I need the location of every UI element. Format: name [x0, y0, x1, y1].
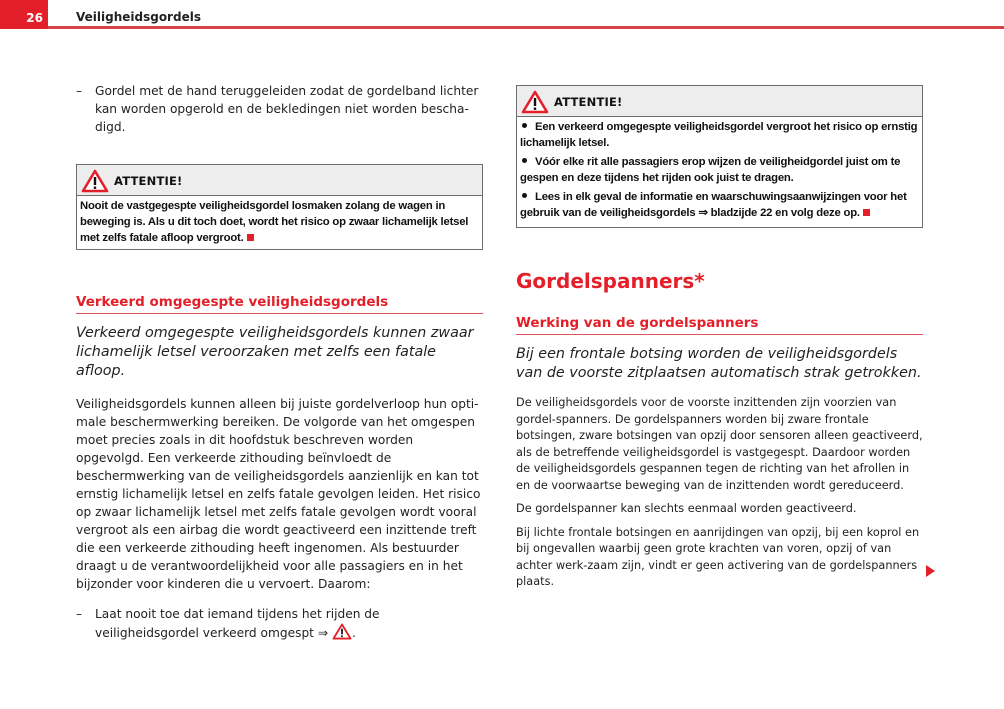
body-paragraph: De veiligheidsgordels voor de voorste inzittenden zijn voorzien van gordel-spanners. De gordelspanners worden bij zware frontale botsingen, zware botsingen van opzij door sensoren alleen geactiveerd, als de betreffende veiligheidsgordel is vastgegespt. Daardoor worden de veiligheidsgordels gespannen tegen de richting van het afrollen in en de voorwaartse beweging van de inzittenden wordt gereduceerd.	[516, 396, 923, 492]
warning-item-text: Een verkeerd omgegespte veiligheidsgordel vergroot het risico op ernstig lichamelijk letsel.	[520, 121, 918, 149]
warning-list	[517, 117, 922, 227]
warning-item-text: Lees in elk geval de informatie en waarschuwingsaanwijzingen voor het gebruik van de veiligheidsgordels ⇒ bladzijde 22 en volg deze op.	[520, 191, 907, 219]
warning-list-item	[520, 119, 919, 151]
chapter-heading: Gordelspanners*	[516, 269, 705, 293]
section-heading: Verkeerd omgegespte veiligheidsgordels	[76, 294, 483, 314]
bullet-icon	[522, 123, 527, 128]
left-column	[76, 82, 483, 642]
warning-triangle-icon[interactable]	[332, 623, 352, 640]
body-paragraph: De gordelspanner kan slechts eenmaal worden geactiveerd.	[516, 502, 857, 515]
cross-reference-arrow[interactable]: ⇒	[317, 626, 329, 640]
bullet-icon	[522, 193, 527, 198]
right-column	[516, 85, 923, 598]
body-paragraphs	[516, 395, 923, 591]
period: .	[351, 626, 356, 640]
chapter-title: Veiligheidsgordels	[76, 10, 201, 24]
warning-message: Nooit de vastgegespte veiligheidsgordel losmaken zolang de wagen in beweging is. Als u dit toch doet, wordt het risico op zwaar lichamelijk letsel met zelfs fatale afloop vergroot.	[80, 200, 469, 244]
section-heading: Werking van de gordelspanners	[516, 315, 923, 335]
next-page-arrow-icon[interactable]	[926, 565, 935, 577]
end-marker-icon	[863, 209, 870, 216]
page-header	[0, 0, 1004, 30]
warning-item-text: Vóór elke rit alle passagiers erop wijzen de veiligheidgordel juist om te gespen en deze tijdens het rijden ook juist te dragen.	[520, 156, 901, 184]
warning-list-item	[520, 189, 919, 221]
body-paragraph: Bij lichte frontale botsingen en aanrijdingen van opzij, bij een koprol en bij ongevallen waarbij geen grote krachten van voren, opzij of van achter werk-zaam zijn, vindt er geen activering van de gordelspanners plaats.	[516, 525, 920, 588]
section-lead: Bij een frontale botsing worden de veiligheidsgordels van de voorste zitplaatsen automatisch strak getrokken.	[516, 346, 922, 381]
instruction-text: Gordel met de hand teruggeleiden zodat de gordelband lichter kan worden opgerold en de bekledingen niet worden bescha-digd.	[95, 84, 479, 134]
instruction-item	[76, 605, 483, 642]
dash-marker: –	[76, 607, 83, 621]
warning-header	[517, 86, 922, 117]
warning-list-item	[520, 154, 919, 186]
section-lead: Verkeerd omgegespte veiligheidsgordels kunnen zwaar lichamelijk letsel veroorzaken met zelfs een fatale afloop.	[76, 325, 474, 379]
body-paragraph: Veiligheidsgordels kunnen alleen bij juiste gordelverloop hun opti-male beschermwerking bereiken. De volgorde van het omgespen moet precies zoals in dit hoofdstuk beschreven worden opgevolgd. Een verkeerde zithouding beïnvloedt de beschermwerking van de veiligheidsgordels aanzienlijk en kan tot ernstig lichamelijk letsel en zelfs fatale gevolgen leiden. Het risico op zwaar lichamelijk letsel met zelfs fatale gevolgen wordt vooral vergroot als een airbag die wordt geactiveerd een inzittende treft die een verkeerde zithouding heeft ingenomen. Als bestuurder draagt u de verantwoordelijkheid voor alle passagiers en in het bijzonder voor kinderen die u vervoert. Daarom:	[76, 397, 481, 591]
warning-title: ATTENTIE!	[114, 174, 183, 188]
instruction-text: Laat nooit toe dat iemand tijdens het rijden de veiligheidsgordel verkeerd omgespt	[95, 607, 380, 640]
end-marker-icon	[247, 234, 254, 241]
warning-triangle-icon	[521, 90, 549, 114]
header-divider	[48, 26, 1004, 29]
instruction-item	[76, 82, 483, 136]
dash-marker: –	[76, 84, 83, 98]
bullet-icon	[522, 158, 527, 163]
warning-box	[516, 85, 923, 228]
warning-text	[77, 196, 482, 249]
page-number: 26	[0, 0, 48, 29]
warning-header	[77, 165, 482, 196]
warning-triangle-icon	[81, 169, 109, 193]
warning-title: ATTENTIE!	[554, 95, 623, 109]
warning-box	[76, 164, 483, 250]
